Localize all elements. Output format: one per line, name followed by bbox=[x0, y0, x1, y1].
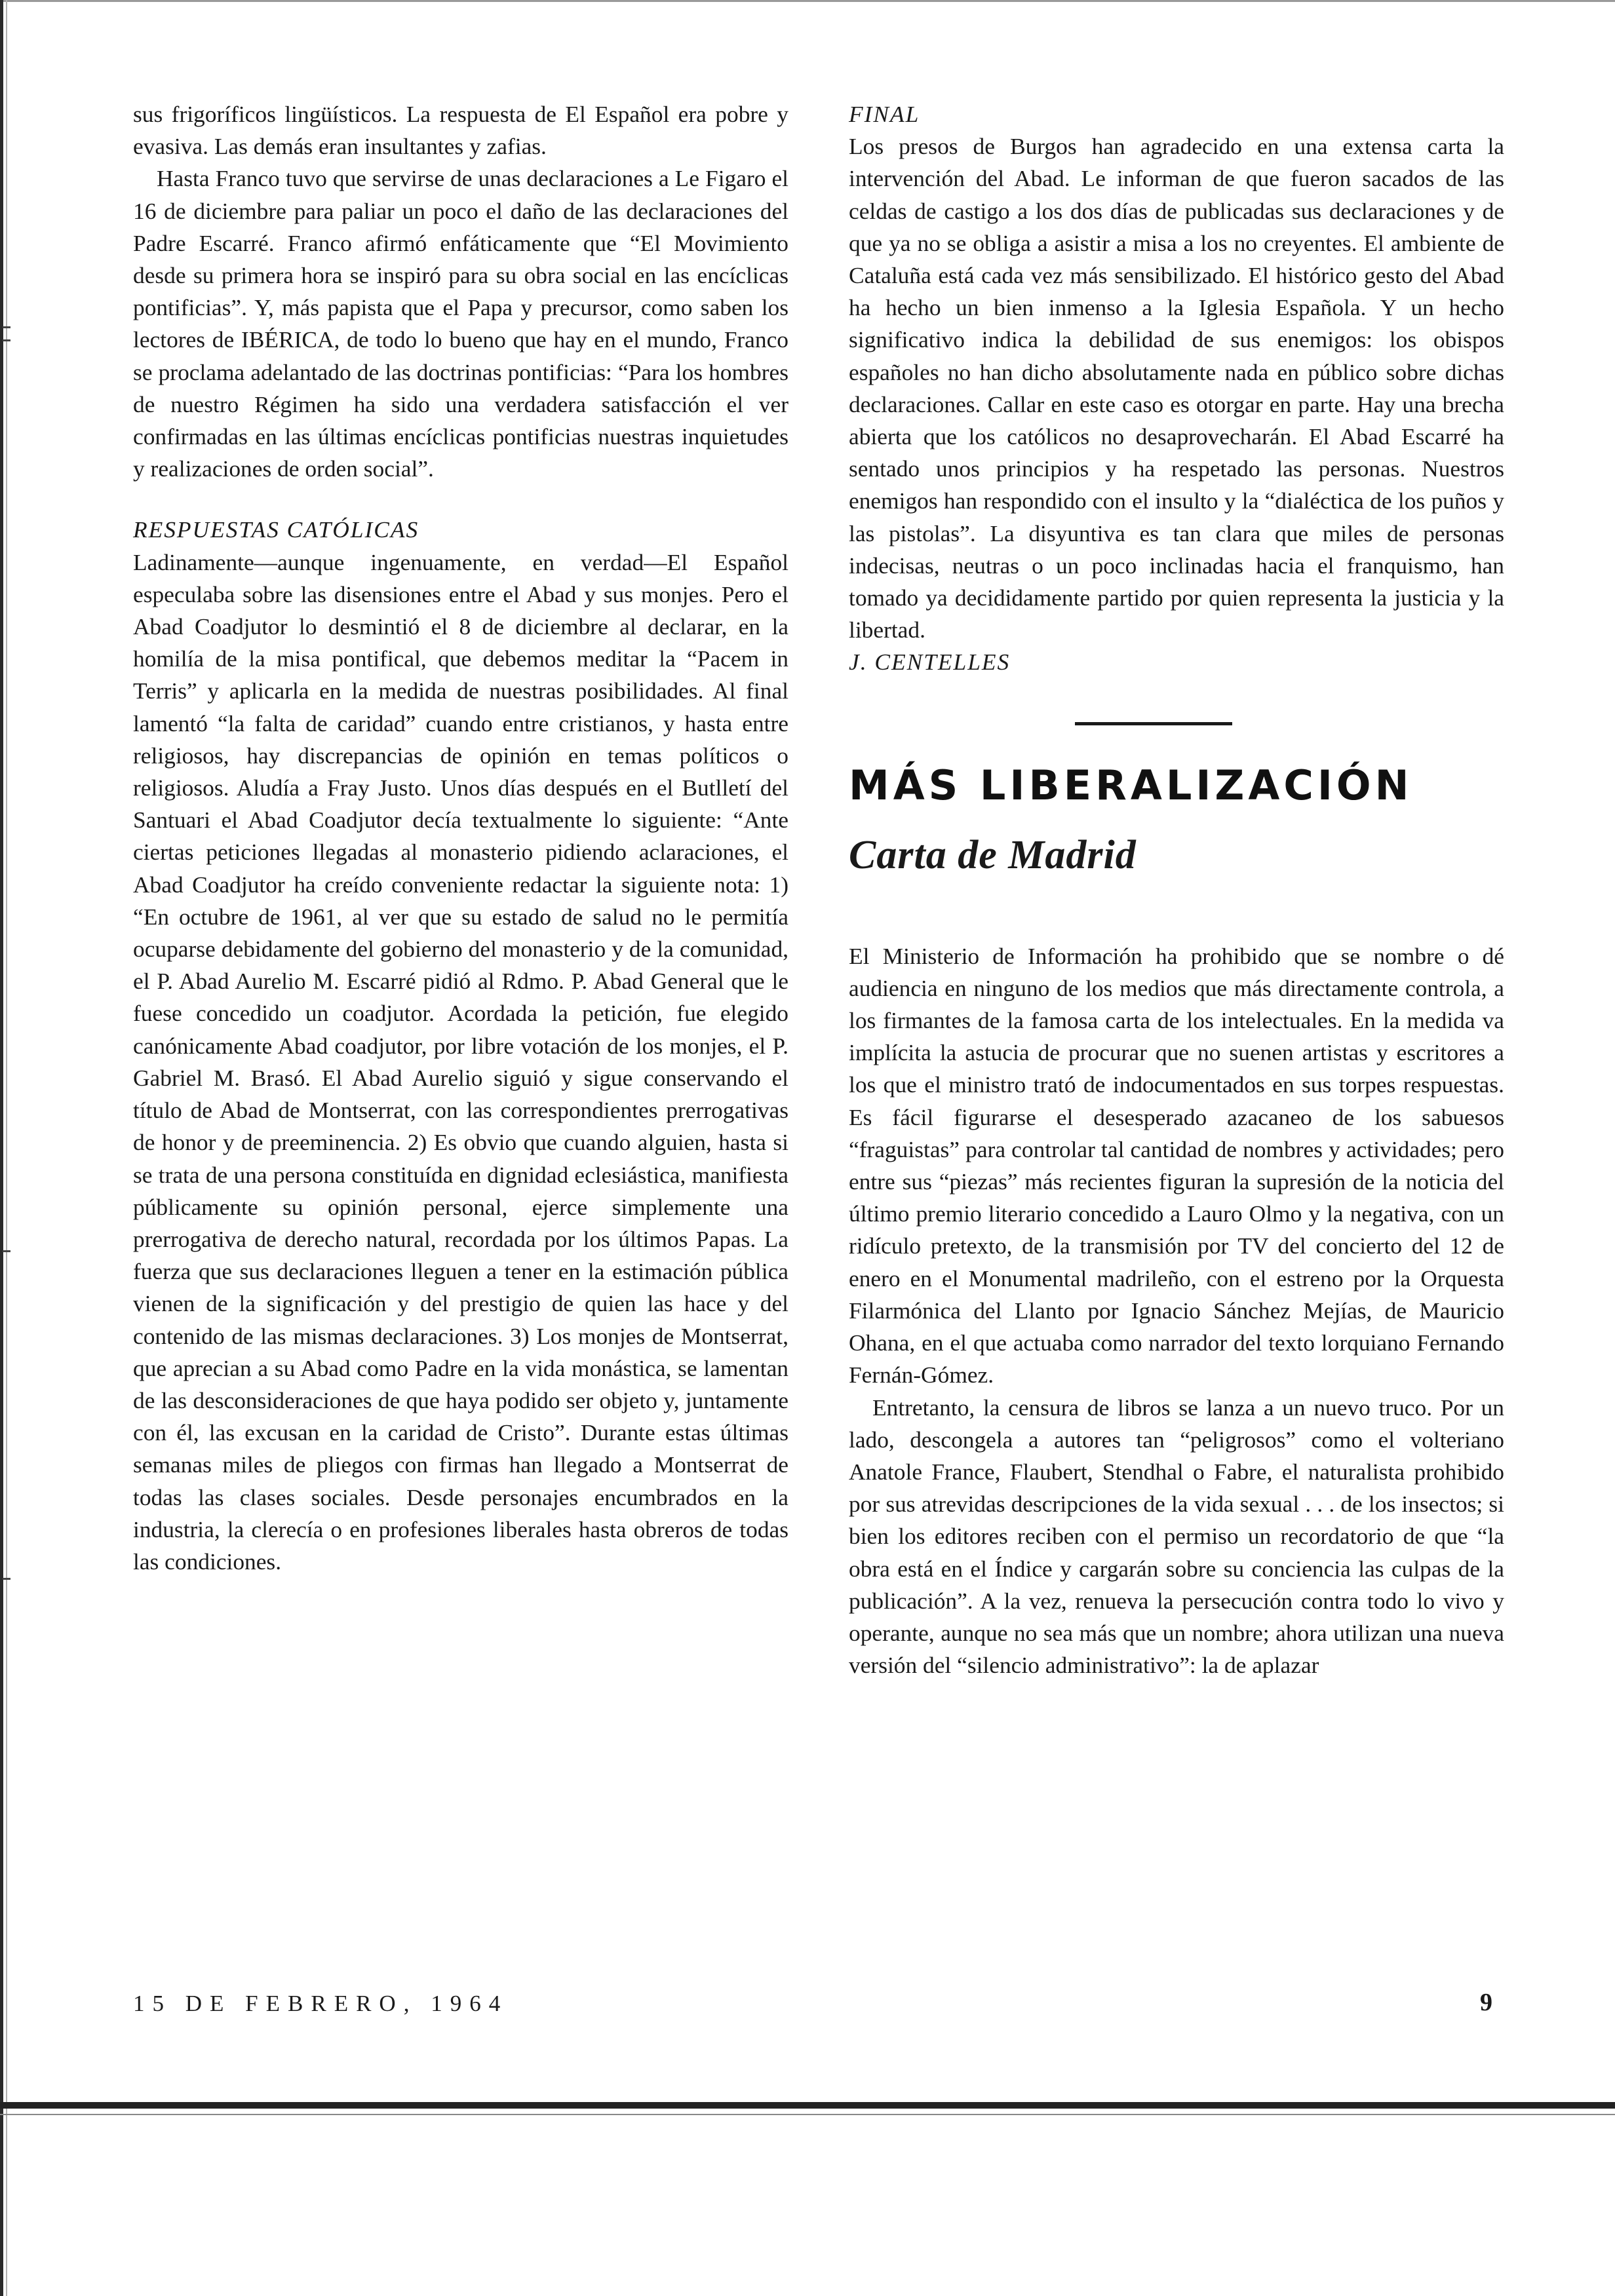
scan-left-edge bbox=[0, 0, 3, 2296]
section-heading-respuestas: RESPUESTAS CATÓLICAS bbox=[133, 516, 419, 543]
right-paragraph-1: Los presos de Burgos han agradecido en una extensa carta la intervención del Abad. Le informan de que fueron sacados de las celdas de castigo a los dos días de publicadas sus declaraciones y de que ya no se obliga a asistir a misa a los no creyentes. El ambiente de Cataluña está cada vez más sensibilizado. El histórico gesto del Abad ha hecho un bien inmenso a la Iglesia Española. Y un hecho significativo indica la debilidad de sus enemigos: los obispos españoles no han dicho absolutamente nada en público sobre dichas declaraciones. Callar en este caso es otorgar en parte. Hay una brecha abierta que los católicos no desaprovecharán. El Abad Escarré ha sentado unos principios y ha respetado las personas. Nuestros enemigos han respondido con el insulto y la “dialéctica de los puños y las pistolas”. La disyuntiva es tan clara que miles de personas indecisas, neutras o un poco inclinadas hacia el franquismo, han tomado ya decididamente partido por quien representa la justicia y la libertad. bbox=[849, 133, 1504, 643]
left-paragraph-2: Hasta Franco tuvo que servirse de unas declaraciones a Le Figaro el 16 de diciembre para paliar un poco el daño de las declaraciones del Padre Escarré. Franco afirmó enfáticamente que “El Movimiento desde su primera hora se inspiró para su obra social en las encíclicas pontificias”. Y, más papista que el Papa y precursor, como saben los lectores de IBÉRICA, de todo lo bueno que hay en el mundo, Franco se proclama adelantado de las doctrinas pontificias: “Para los hombres de nuestro Régimen ha sido una verdadera satisfacción el ver confirmadas en las últimas encíclicas pontificias nuestras inquietudes y realizaciones de orden social”. bbox=[133, 165, 788, 482]
right-paragraph-3: Entretanto, la censura de libros se lanza a un nuevo truco. Por un lado, descongela a autores tan “peligrosos” como el volteriano Anatole France, Flaubert, Stendhal o Fabre, el naturalista prohibido por sus atrevidas descripciones de la vida sexual . . . de los insectos; si bien los editores reciben con el permiso un recordatorio de que “la obra está en el Índice y cargarán sobre su conciencia las culpas de la publicación”. A la vez, renueva la persecución contra todo lo vivo y operante, aunque no sea más que un nombre; ahora utilizan una nueva versión del “silencio administrativo”: la de aplazar bbox=[849, 1394, 1504, 1679]
left-paragraph-1: sus frigoríficos lingüísticos. La respuesta de El Español era pobre y evasiva. Las demás eran insultantes y zafias. bbox=[133, 101, 788, 160]
bottom-edge-rule-thin bbox=[0, 2114, 1615, 2115]
right-column bbox=[849, 98, 1504, 1681]
scan-left-edge-line bbox=[6, 0, 7, 2296]
right-paragraph-2: El Ministerio de Información ha prohibido que se nombre o dé audiencia en ninguno de los medios que más directamente controla, a los firmantes de la famosa carta de los intelectuales. En la medida va implícita la astucia de procurar que no suenen artistas y escritores a los que el ministro trató de indocumentados en sus torpes respuestas. Es fácil figurarse el desesperado azacaneo de los sabuesos “fraguistas” para controlar tal cantidad de nombres y actividades; pero entre sus “piezas” más recientes figuran la supresión de la noticia del último premio literario concedido a Lauro Olmo y la negativa, con un ridículo pretexto, de la transmisión por TV del concierto del 12 de enero en el Monumental madrileño, con el estreno por la Orquesta Filarmónica del Llanto por Ignacio Sánchez Mejías, de Mauricio Ohana, en el que actuaba como narrador del texto lorquiano Fernando Fernán-Gómez. bbox=[849, 942, 1504, 1388]
footer-date: 15 DE FEBRERO, 1964 bbox=[133, 1991, 509, 2016]
page-number: 9 bbox=[1480, 1989, 1492, 2016]
top-edge-rule bbox=[0, 0, 1615, 2]
edge-mark bbox=[3, 1250, 10, 1252]
edge-mark bbox=[3, 326, 10, 328]
bottom-edge-rule bbox=[0, 2102, 1615, 2109]
title-ornament-rule bbox=[1075, 722, 1232, 725]
left-column bbox=[133, 98, 788, 1578]
left-paragraph-3: Ladinamente—aunque ingenuamente, en verdad—El Español especulaba sobre las disensiones entre el Abad y sus monjes. Pero el Abad Coadjutor lo desmintió el 8 de diciembre al declarar, en la homilía de la misa pontifical, que debemos meditar la “Pacem in Terris” y aplicarla en la medida de nuestras posibilidades. Al final lamentó “la falta de caridad” cuando entre cristianos, y hasta entre religiosos, hay discrepancias de opinión en temas políticos o religiosos. Aludía a Fray Justo. Unos días después en el Butlletí del Santuari el Abad Coadjutor decía textualmente lo siguiente: “Ante ciertas peticiones llegadas al monasterio pidiendo aclaraciones, el Abad Coadjutor ha creído conveniente redactar la siguiente nota: 1) “En octubre de 1961, al ver que su estado de salud no le permitía ocuparse debidamente del gobierno del monasterio y de la comunidad, el P. Abad Aurelio M. Escarré pidió al Rdmo. P. Abad General que le fuese concedido un coadjutor. Acordada la petición, fue elegido canónicamente Abad coadjutor, por libre votación de los monjes, el P. Gabriel M. Brasó. El Abad Aurelio siguió y sigue conservando el título de Abad de Montserrat, con las correspondientes prerrogativas de honor y de preeminencia. 2) Es obvio que cuando alguien, hasta si se trata de una persona constituída en dignidad eclesiástica, manifiesta públicamente su opinión personal, ejerce simplemente una prerrogativa de derecho natural, recordada por los últimos Papas. La fuerza que sus declaraciones lleguen a tener en la estimación pública vienen de la significación y del prestigio de quien las hace y del contenido de las mismas declaraciones. 3) Los monjes de Montserrat, que aprecian a su Abad como Padre en la vida monástica, se lamentan de las desconsideraciones de que haya podido ser objeto y, juntamente con él, las excusan en la caridad de Cristo”. Durante estas últimas semanas miles de pliegos con firmas han llegado a Montserrat de todas las clases sociales. Desde personajes encumbrados en la industria, la clerecía o en profesiones liberales hasta obreros de todas las condiciones. bbox=[133, 548, 788, 1575]
author-signature: J. CENTELLES bbox=[849, 649, 1011, 676]
article-title: MÁS LIBERALIZACIÓN bbox=[849, 761, 1413, 809]
edge-mark bbox=[3, 339, 10, 341]
edge-mark bbox=[3, 1578, 10, 1580]
section-heading-final: FINAL bbox=[849, 101, 920, 127]
article-subtitle: Carta de Madrid bbox=[849, 832, 1137, 877]
